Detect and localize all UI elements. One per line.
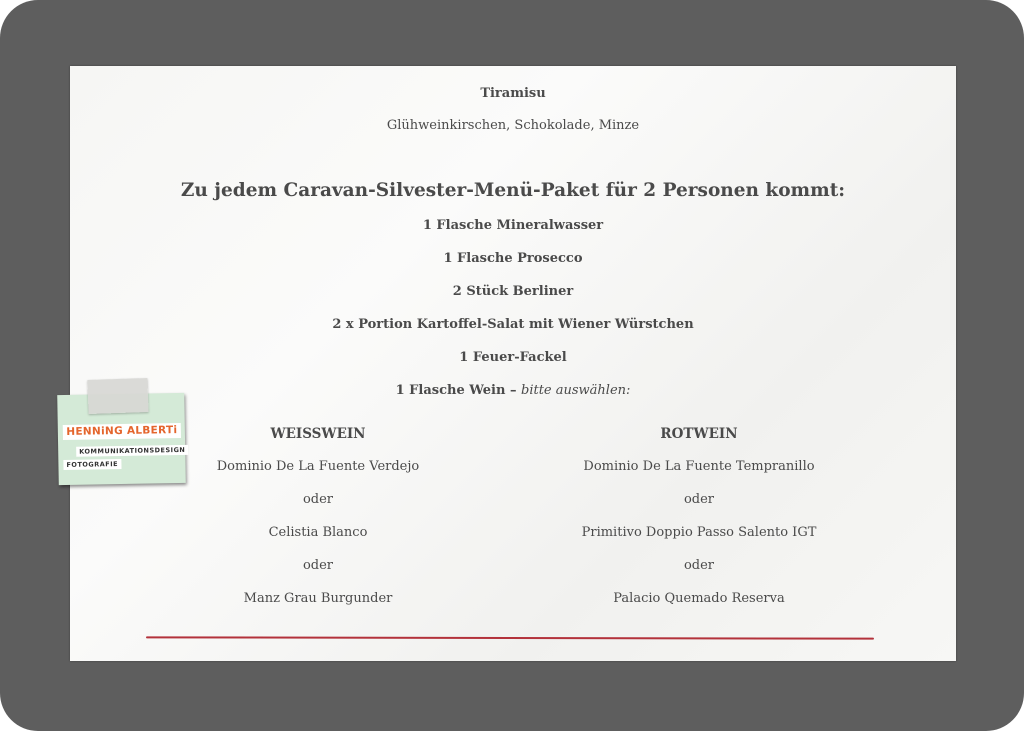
wine-separator: oder xyxy=(683,558,715,573)
red-divider-line xyxy=(146,636,874,639)
wine-choice-note: bitte auswählen: xyxy=(521,383,631,398)
wine-separator: oder xyxy=(302,558,334,573)
wine-item-label: 1 Flasche Wein – xyxy=(395,383,517,398)
logo-subtitle-design: KOMMUNIKATIONSDESIGN xyxy=(76,445,188,457)
package-item: 1 Feuer-Fackel xyxy=(459,350,567,365)
wine-option: Dominio De La Fuente Verdejo xyxy=(216,459,420,474)
package-headline: Zu jedem Caravan-Silvester-Menü-Paket für 2 Personen kommt: xyxy=(180,180,846,201)
package-item: 2 x Portion Kartoffel-Salat mit Wiener Würstchen xyxy=(332,317,694,332)
red-wine-heading: ROTWEIN xyxy=(660,426,738,442)
dessert-description: Glühweinkirschen, Schokolade, Minze xyxy=(386,118,640,133)
wine-separator: oder xyxy=(683,492,715,507)
wine-option: Celistia Blanco xyxy=(268,525,368,540)
package-item: 1 Flasche Prosecco xyxy=(443,251,583,266)
package-item: 2 Stück Berliner xyxy=(452,284,574,299)
wine-separator: oder xyxy=(302,492,334,507)
wine-option: Manz Grau Burgunder xyxy=(243,591,393,606)
white-wine-heading: WEISSWEIN xyxy=(270,426,366,442)
wine-option: Dominio De La Fuente Tempranillo xyxy=(583,459,815,474)
package-item: 1 Flasche Mineralwasser xyxy=(422,218,604,233)
wine-option: Primitivo Doppio Passo Salento IGT xyxy=(581,525,817,540)
menu-paper xyxy=(70,66,956,661)
wine-option: Palacio Quemado Reserva xyxy=(613,591,785,606)
tape-strip xyxy=(87,378,148,414)
red-wine-column xyxy=(509,426,889,624)
wine-choice-line xyxy=(70,383,956,398)
logo-name: HENNiNG ALBERTi xyxy=(63,423,181,440)
logo-subtitle-photo: FOTOGRAFIE xyxy=(63,459,121,470)
dessert-name: Tiramisu xyxy=(480,86,546,101)
